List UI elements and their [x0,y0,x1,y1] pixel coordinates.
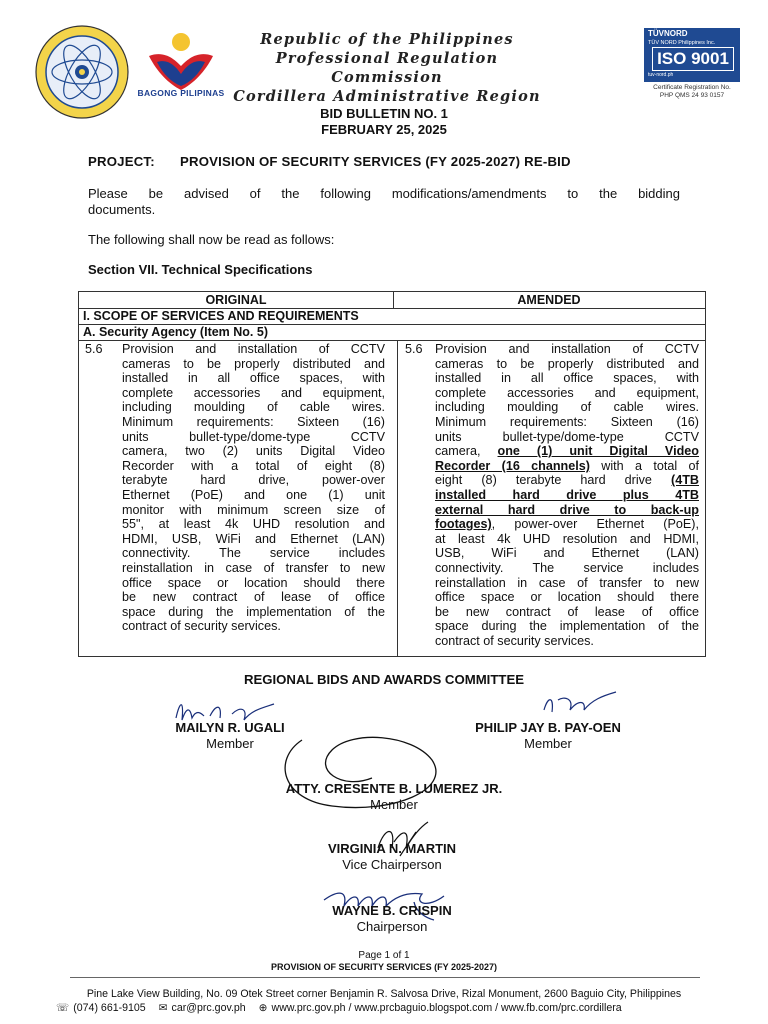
committee-title: REGIONAL BIDS AND AWARDS COMMITTEE [243,672,525,687]
footer-phone: (074) 661-9105 [73,1002,146,1014]
amended-dvr-text: one (1) unit Digital Video [497,444,699,459]
advisory-line2: documents. [88,201,156,217]
footer-web[interactable]: www.prc.gov.ph / www.prcbaguio.blogspot.com / www.fb.com/prc.cordillera [271,1002,622,1014]
bagong-pilipinas-label: BAGONG PILIPINAS [137,88,225,98]
iso-brand: TÜVNORD [648,29,688,38]
agency-row: A. Security Agency (Item No. 5) [83,325,268,339]
government-header [232,30,542,106]
original-line: connectivity. The service includes [122,546,385,561]
footer-email[interactable]: car@prc.gov.ph [171,1002,246,1014]
advisory-line1: Please be advised of the following modifications/amendments to the bidding [88,186,680,201]
vice-chair-name: VIRGINIA N. MARTIN [327,841,457,856]
iso-cert-line1: Certificate Registration No. [653,84,731,91]
original-item-number: 5.6 [85,342,103,356]
original-line: 55", at least 4k UHD resolution and [122,517,385,532]
member1-name: MAILYN R. UGALI [175,720,285,735]
header-line-republic: Republic of the Philippines [260,31,514,48]
signature-pay-oen [540,686,620,720]
iso-9001-badge [644,28,740,82]
original-line: contract of security services. [122,619,281,634]
phone-icon: ☏ [56,1002,70,1014]
email-icon: ✉ [158,1002,168,1014]
col-amended-header: AMENDED [517,293,581,307]
original-line: monitor with minimum screen size of [122,502,385,517]
original-line: Ethernet (PoE) and one (1) unit [122,487,385,502]
original-line: Recorder with a total of eight (8) [122,458,385,473]
original-line: including moulding of cable wires. [122,400,385,415]
original-line: Provision and installation of CCTV [122,342,385,356]
col-original-header: ORIGINAL [205,293,267,307]
original-line: complete accessories and equipment, [122,385,385,400]
read-as-follows: The following shall now be read as follows: [88,232,335,247]
original-line: cameras to be properly distributed and [122,356,385,371]
iso-cert-line2: PHP QMS 24 93 0157 [659,91,725,99]
original-line: Minimum requirements: Sixteen (16) [122,414,385,429]
project-label: PROJECT: [88,154,155,169]
footer-address: Pine Lake View Building, No. 09 Otek Street corner Benjamin R. Salvosa Drive, Rizal Monument, 2600 Baguio City, Philippines [86,988,682,1000]
chair-role: Chairperson [356,919,428,934]
original-line: terabyte hard drive, power-over [122,473,385,488]
original-line: be new contract of lease of office [122,590,385,605]
amended-storage-text: (4TB [671,473,699,488]
bulletin-number: BID BULLETIN NO. 1 [320,106,448,121]
vice-chair-role: Vice Chairperson [342,857,442,872]
specifications-table [78,291,706,657]
original-line: camera, two (2) units Digital Video [122,444,385,459]
scope-row: I. SCOPE OF SERVICES AND REQUIREMENTS [83,309,359,323]
page-number: Page 1 of 1 [358,950,410,961]
iso-sub: TÜV NORD Philippines Inc. [648,40,716,46]
original-line: space during the implementation of the [122,604,385,619]
amended-item-number: 5.6 [405,342,423,356]
iso-url: tuv-nord.ph [648,72,674,78]
amended-spec-text: Provision and installation of CCTV cameras to be properly distributed and installed in all office spaces, with complete accessories and equipment, including moulding of cable wires. Minimum requirements: Sixteen (16) units bullet-type/dome-type CCTV camera, one (1) unit Digital Video Recorder (16 channels) with a total of eight (8) terabyte hard drive (4TB installed hard drive plus 4TB external hard drive to back-up footages), power-over Ethernet (PoE), at least 4k UHD resolution and HDMI, USB, WiFi and Ethernet (LAN) connectivity. The service includes reinstallation in case of transfer to new office space or location should there be new contract of lease of office space during the implementation of the contract of security services. [435,342,699,648]
member3-role: Member [370,797,418,812]
footer-divider [70,977,700,978]
project-line [88,154,571,169]
iso-label: ISO 9001 [652,47,734,71]
header-line-commission: Professional Regulation Commission [275,50,499,86]
member1-role: Member [206,736,254,751]
iso-certificate [640,84,744,99]
member2-role: Member [524,736,572,751]
original-line: reinstallation in case of transfer to new [122,560,385,575]
footer-contacts [56,1002,626,1014]
original-line: office space or location should there [122,575,385,590]
project-title: PROVISION OF SECURITY SERVICES (FY 2025-2027) RE-BID [180,154,571,169]
member2-name: PHILIP JAY B. PAY-OEN [475,720,621,735]
footer-project: PROVISION OF SECURITY SERVICES (FY 2025-2027) [270,962,498,972]
original-spec-text [122,342,385,634]
original-line: installed in all office spaces, with [122,371,385,386]
member3-name: ATTY. CRESENTE B. LUMEREZ JR. [285,781,503,796]
chair-name: WAYNE B. CRISPIN [332,903,452,918]
original-line: HDMI, USB, WiFi and Ethernet (LAN) [122,531,385,546]
web-icon: ⊕ [258,1002,268,1014]
header-line-region: Cordillera Administrative Region [233,88,541,105]
original-line: units bullet-type/dome-type CCTV [122,429,385,444]
bulletin-date: FEBRUARY 25, 2025 [321,122,447,137]
advisory-paragraph [88,186,680,217]
section-heading: Section VII. Technical Specifications [88,262,313,277]
